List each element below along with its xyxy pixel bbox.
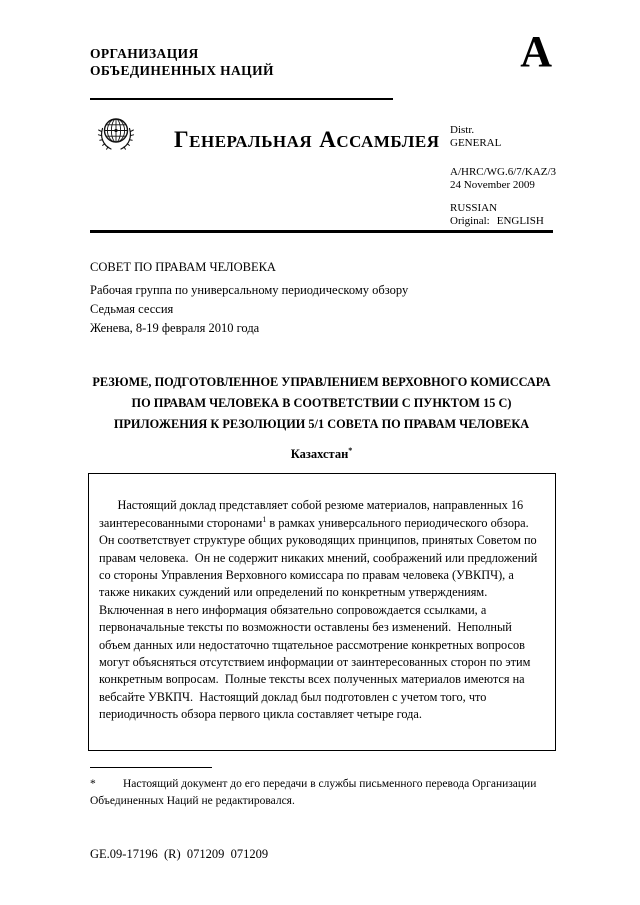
document-title-line3: ПРИЛОЖЕНИЯ К РЕЗОЛЮЦИИ 5/1 СОВЕТА ПО ПРАВАМ ЧЕЛОВЕКА (113, 417, 530, 431)
assembly-title-rest-2: ССАМБЛЕЯ (336, 132, 440, 151)
summary-text-after-ref: в рамках универсального периодического обзора. Он соответствует структуре общих руководящих принципов, принятых Советом по правам человека. Он не содержит никаких мнений, соображений или предложений со стороны Управления Верховного комиссара по правам человека (УВКПЧ), а также никаких суждений или определений по конкретным утверждениям. Включенная в него информация обязательно сопровождается ссылками, а первоначальные тексты по возможности оставлены без изменений. Неполный объем данных или недостаточно тщательное рассмотрение конкретных вопросов могут объясняться отсутствием информации от заинтересованных сторон по этим конкретным вопросам. Полные тексты всех полученных материалов имеются на вебсайте УВКПЧ. Настоящий доклад был подготовлен с учетом того, что периодичность обзора первого цикла составляет четыре года. (99, 515, 541, 722)
original-value: ENGLISH (496, 215, 544, 227)
un-emblem-icon (93, 111, 139, 162)
session-block (90, 258, 408, 338)
document-title-line2: ПО ПРАВАМ ЧЕЛОВЕКА В СООТВЕТСТВИИ С ПУНКТОМ 15 С) (131, 396, 512, 410)
org-name-line2: ОБЪЕДИНЕННЫХ НАЦИЙ (90, 63, 274, 78)
country-name: Казахстан (290, 447, 349, 461)
org-name-line1: ОРГАНИЗАЦИЯ (90, 46, 199, 61)
footer-reference: GE.09-17196 (R) 071209 071209 (90, 847, 269, 861)
header-rule (90, 98, 393, 100)
document-date: 24 November 2009 (450, 179, 535, 191)
council-title: СОВЕТ ПО ПРАВАМ ЧЕЛОВЕКА (90, 260, 276, 274)
assembly-title-rest-1: ЕНЕРАЛЬНАЯ (189, 132, 313, 151)
venue-dates-line: Женева, 8-19 февраля 2010 года (90, 321, 260, 335)
country-footnote-marker: * (348, 445, 353, 455)
original-label: Original: (450, 215, 490, 227)
working-group-line: Рабочая группа по универсальному периодическому обзору (90, 283, 409, 297)
assembly-title-initial-1: Г (174, 127, 190, 152)
document-symbol: A/HRC/WG.6/7/KAZ/3 (450, 166, 557, 178)
summary-text-before-ref: Настоящий доклад представляет собой резюме материалов, направленных 16 заинтересованными сторонами (99, 498, 527, 530)
footnote-separator (90, 767, 212, 768)
distribution-block (450, 124, 556, 228)
org-name (90, 45, 274, 79)
distr-label: Distr. (450, 124, 475, 136)
footnote-text: Настоящий документ до его передачи в службы письменного перевода Организации Объединенных Наций не редактировался. (90, 778, 537, 807)
endnote-ref-marker: 1 (262, 514, 267, 524)
original-language-line (450, 215, 556, 228)
session-number-line: Седьмая сессия (90, 302, 174, 316)
assembly-title (174, 124, 439, 159)
assembly-title-initial-2: А (319, 127, 337, 152)
footnote-marker: * (90, 778, 96, 790)
document-title (90, 372, 553, 435)
country-heading (90, 447, 553, 462)
document-language: RUSSIAN (450, 202, 498, 214)
summary-paragraph (99, 480, 545, 741)
summary-box (88, 473, 556, 751)
distr-value: GENERAL (450, 137, 502, 149)
document-title-line1: РЕЗЮМЕ, ПОДГОТОВЛЕННОЕ УПРАВЛЕНИЕМ ВЕРХОВНОГО КОМИССАРА (92, 375, 551, 389)
header-divider (90, 230, 553, 233)
footnote (90, 776, 553, 809)
document-series-letter: A (520, 27, 552, 76)
